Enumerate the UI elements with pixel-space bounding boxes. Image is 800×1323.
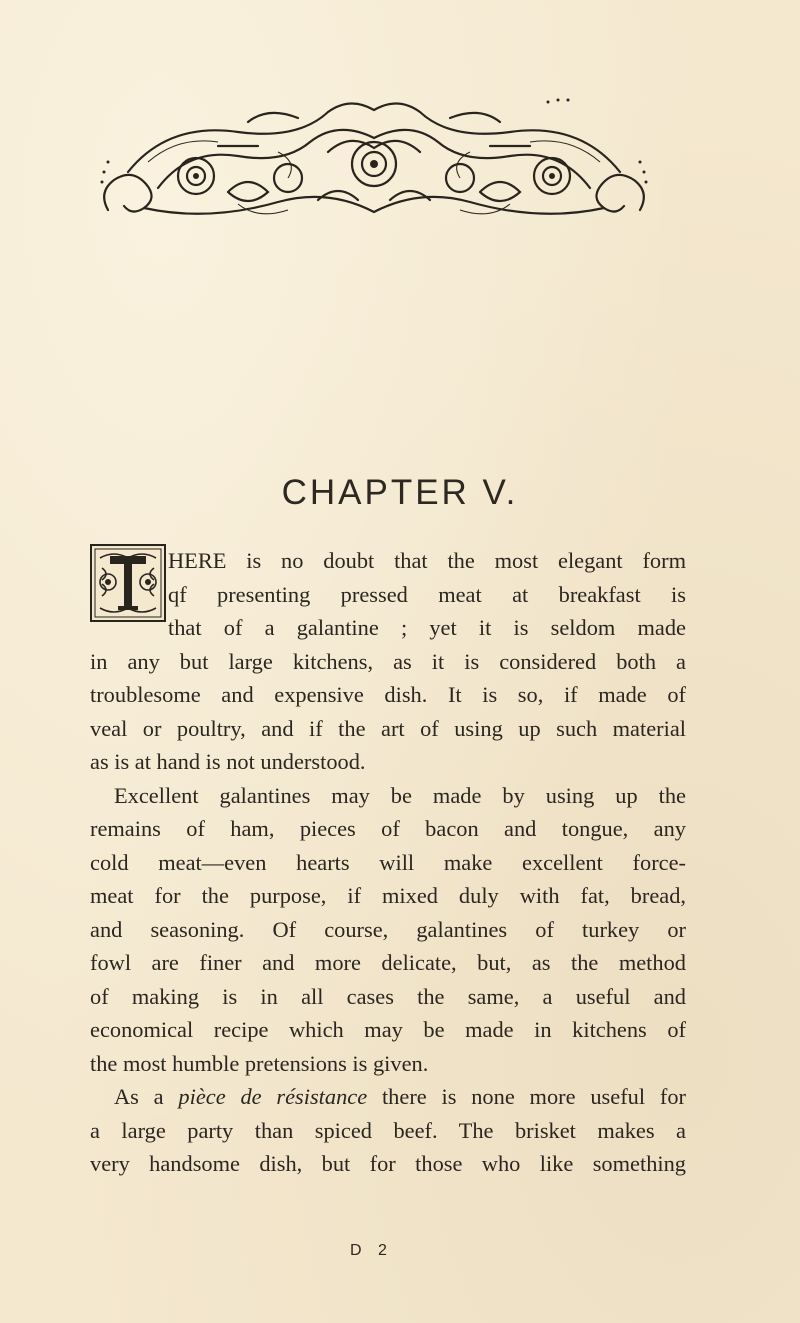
chapter-heading: CHAPTER V.: [281, 473, 519, 512]
text-line: qf presenting pressed meat at breakfast is: [168, 581, 686, 607]
text-line: in any but large kitchens, as it is considered both a: [90, 648, 686, 674]
text-line: HERE is no doubt that the most elegant form: [168, 548, 686, 573]
ornamental-headpiece: [88, 92, 660, 232]
text-run: there is none more useful for: [367, 1084, 686, 1109]
text-line: as is at hand is not understood.: [90, 749, 366, 774]
text-run: As a: [114, 1084, 179, 1109]
signature-mark: D 2: [350, 1242, 393, 1259]
text-line: that of a galantine ; yet it is seldom made: [168, 615, 686, 640]
text-line: the most humble pretensions is given.: [90, 1050, 429, 1076]
text-line: fowl are finer and more delicate, but, as the method: [90, 950, 686, 975]
body-text: [90, 544, 686, 1181]
text-line: remains of ham, pieces of bacon and tongue, any: [90, 816, 686, 841]
text-line-mixed: [90, 1080, 686, 1114]
text-line: meat for the purpose, if mixed duly with fat, bread,: [90, 883, 686, 908]
text-line: troublesome and expensive dish. It is so, if made of: [90, 682, 686, 707]
text-line: very handsome dish, but for those who like something: [90, 1151, 686, 1176]
text-line: and seasoning. Of course, galantines of turkey or: [90, 916, 686, 942]
text-line: cold meat—even hearts will make excellent force-: [90, 849, 686, 875]
text-line: veal or poultry, and if the art of using up such material: [90, 715, 686, 741]
text-line: Excellent galantines may be made by using up the: [114, 782, 686, 808]
italic-phrase: pièce de résistance: [178, 1084, 368, 1109]
text-line: of making is in all cases the same, a useful and: [90, 983, 686, 1009]
text-line: a large party than spiced beef. The brisket makes a: [90, 1117, 686, 1143]
text-line: economical recipe which may be made in kitchens of: [90, 1017, 686, 1042]
